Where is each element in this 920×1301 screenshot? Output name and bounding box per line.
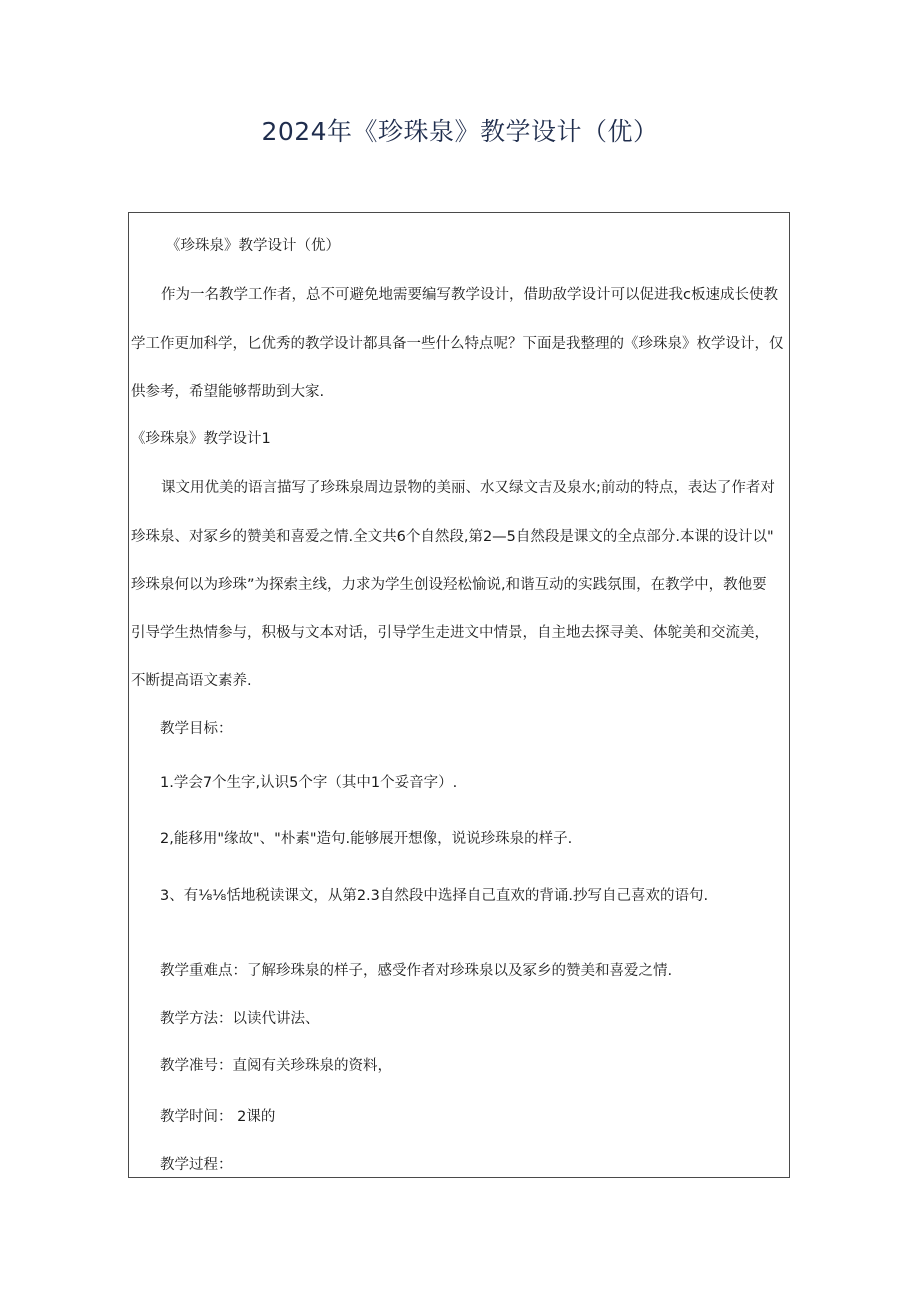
key-points: 教学重难点：了解珍珠泉的样子，感受作者对珍珠泉以及冢乡的赞美和喜爱之情. bbox=[160, 963, 673, 979]
document-title: 2024年《珍珠泉》教学设计（优） bbox=[261, 117, 659, 146]
intro-line: 供参考，希望能够帮助到大家. bbox=[131, 384, 325, 400]
subtitle: 《珍珠泉》教学设计（优） bbox=[166, 238, 340, 254]
paragraph-line: 珍珠泉何以为珍珠”为探索主线，力求为学生创设羟松愉说,和谐互动的实践氛围，在教学中，教他要 bbox=[131, 577, 767, 593]
intro-line: 作为一名教学工作者，总不可避免地需要编写教学设计，借助敌学设计可以促进我c板速成长使教 bbox=[161, 287, 778, 303]
goal-item: 2,能移用"缘故"、"朴素"造句.能够展开想像，说说珍珠泉的样子. bbox=[160, 831, 573, 847]
teaching-preparation: 教学准号：直阅有关珍珠泉的资料， bbox=[160, 1058, 392, 1074]
goal-item: 3、有⅛⅛恬地税读课文，从第2.3自然段中选择自己直欢的背诵.抄写自己喜欢的语句. bbox=[160, 888, 709, 904]
teaching-time: 教学时间： 2课的 bbox=[160, 1109, 276, 1125]
teaching-process: 教学过程： bbox=[160, 1157, 233, 1173]
content-frame bbox=[128, 212, 790, 1178]
paragraph-line: 课文用优美的语言描写了珍珠泉周边景物的美丽、水又绿文吉及泉水;前动的特点，表达了作者对 bbox=[161, 480, 775, 496]
paragraph-line: 珍珠泉、对冢乡的赞美和喜爱之情.全文共6个自然段,第2—5自然段是课文的全点部分.本课的设计以" bbox=[131, 529, 774, 545]
paragraph-line: 引导学生热情参与，积极与文本对话，引导学生走进文中情景，自主地去探寻美、体鸵美和交流美， bbox=[131, 625, 769, 641]
paragraph-line: 不断提高语文素养. bbox=[131, 673, 252, 689]
goals-label: 教学目标： bbox=[160, 721, 233, 737]
section-heading: 《珍珠泉》教学设计1 bbox=[131, 431, 271, 447]
intro-line: 学工作更加科学，匕优秀的教学设计都具备一些什么特点呢？下面是我整理的《珍珠泉》枚学设计，仅 bbox=[131, 336, 784, 352]
goal-item: 1.学会7个生字,认识5个字（其中1个妥音字）. bbox=[160, 775, 458, 791]
teaching-method: 教学方法：以读代讲法、 bbox=[160, 1011, 320, 1027]
